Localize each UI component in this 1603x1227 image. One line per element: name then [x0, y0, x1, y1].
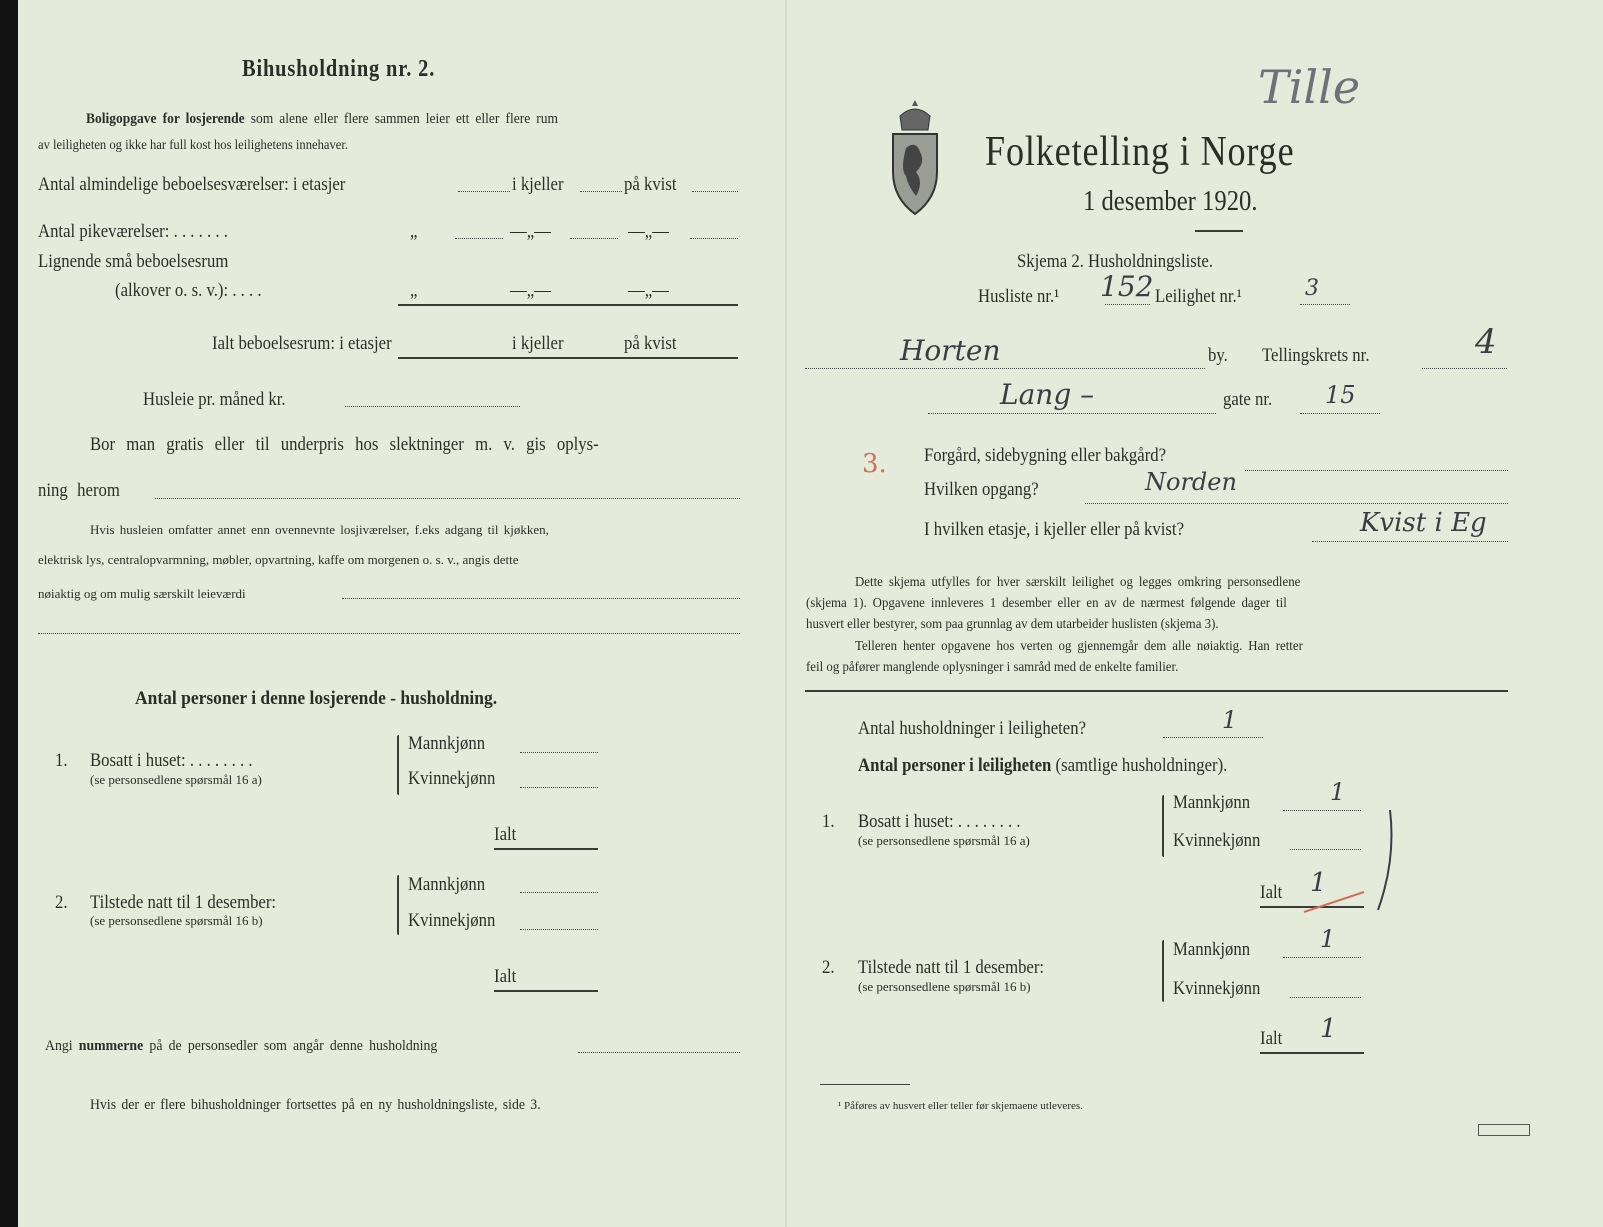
mann-label: Mannkjønn	[1173, 792, 1251, 813]
opgang-value[interactable]: Norden	[1145, 468, 1237, 496]
paa-kvist-label: på kvist	[624, 333, 677, 354]
gratis-line2: ning herom	[38, 480, 120, 501]
instructions-line: feil og påfører manglende oplysninger i samråd med de enkelte familier.	[806, 660, 1179, 675]
instructions-line: Dette skjema utfylles for hver særskilt leilighet og legges omkring personsedlene	[855, 575, 1301, 590]
printer-stamp	[1478, 1124, 1530, 1136]
persons-heading: Antal personer i denne losjerende - husholdning.	[135, 688, 498, 709]
q1-label: Bosatt i huset: . . . . . . . .	[90, 750, 253, 771]
by-label: by.	[1208, 345, 1228, 366]
gratis-line1: Bor man gratis eller til underpris hos slektninger m. v. gis oplys-	[90, 434, 599, 455]
i-kjeller-label: i kjeller	[512, 333, 564, 354]
ditto-mark: „	[410, 221, 418, 242]
red-annotation: 3.	[862, 449, 887, 479]
ditto-mark: —„—	[628, 221, 669, 242]
angi-rest: på de personsedler som angår denne husholdning	[149, 1038, 438, 1054]
kvinne-label: Kvinnekjønn	[408, 910, 496, 931]
paa-kvist-label: på kvist	[624, 174, 677, 195]
ditto-mark: —„—	[628, 280, 669, 301]
krets-value[interactable]: 4	[1475, 322, 1497, 362]
instructions-line: husvert eller bestyrer, som paa grunnlag av dem utarbeider huslisten (skjema 3).	[806, 617, 1219, 632]
q2-number: 2.	[55, 892, 68, 913]
angi-bold: nummerne	[78, 1038, 144, 1054]
alkover-label: (alkover o. s. v.): . . . .	[115, 280, 262, 301]
etasje-value[interactable]: Kvist i Eg	[1360, 508, 1487, 538]
ditto-mark: „	[410, 280, 418, 301]
q2-note: (se personsedlene spørsmål 16 b)	[90, 913, 263, 928]
ialt-label: Ialt	[494, 966, 517, 987]
q2-mann-value[interactable]: 1	[1320, 925, 1336, 953]
kvinne-label: Kvinnekjønn	[408, 768, 496, 789]
intro-line2: av leiligheten og ikke har full kost hos leilighetens innehaver.	[38, 138, 349, 153]
q2-label: Tilstede natt til 1 desember:	[90, 892, 277, 913]
ditto-mark: —„—	[510, 280, 551, 301]
households-value[interactable]: 1	[1222, 706, 1238, 734]
right-title: Folketelling i Norge	[985, 129, 1295, 175]
intro-rest: som alene eller flere sammen leier ett eller flere rum	[250, 111, 559, 127]
left-title: Bihusholdning nr. 2.	[242, 56, 436, 82]
ialt-label: Ialt	[1260, 882, 1283, 903]
q2-note: (se personsedlene spørsmål 16 b)	[858, 979, 1031, 994]
left-footer: Hvis der er flere bihusholdninger fortsettes på en ny husholdningsliste, side 3.	[90, 1097, 541, 1113]
leilighet-value[interactable]: 3	[1305, 276, 1319, 301]
krets-label: Tellingskrets nr.	[1262, 345, 1370, 366]
leilighet-label: Leilighet nr.¹	[1155, 286, 1242, 307]
gate-value[interactable]: Lang –	[1000, 378, 1095, 411]
scan-edge	[0, 0, 18, 1227]
persons-heading-bold: Antal personer i leiligheten	[858, 755, 1052, 776]
ditto-mark: —„—	[510, 221, 551, 242]
by-value[interactable]: Horten	[900, 334, 1001, 367]
q1-mann-value[interactable]: 1	[1330, 778, 1346, 806]
forgard-label: Forgård, sidebygning eller bakgård?	[924, 445, 1167, 466]
i-kjeller-label: i kjeller	[512, 174, 564, 195]
check-mark	[1294, 800, 1404, 920]
opgang-label: Hvilken opgang?	[924, 479, 1039, 500]
lignende-label: Lignende små beboelsesrum	[38, 251, 229, 272]
husleie-label: Husleie pr. måned kr.	[143, 389, 286, 410]
hvis-line1: Hvis husleien omfatter annet enn ovennevnte losjiværelser, f.eks adgang til kjøkken,	[90, 522, 549, 537]
handwritten-top: Tille	[1258, 60, 1361, 114]
persons-heading-rest: (samtlige husholdninger).	[1055, 755, 1228, 776]
intro-bold: Boligopgave for losjerende	[86, 111, 245, 127]
coat-of-arms-icon	[888, 98, 942, 216]
q2-ialt-value[interactable]: 1	[1320, 1014, 1337, 1044]
angi-pre: Angi	[45, 1038, 73, 1054]
pike-label: Antal pikeværelser: . . . . . . .	[38, 221, 228, 242]
rooms-label: Antal almindelige beboelsesværelser: i etasjer	[38, 174, 346, 195]
mann-label: Mannkjønn	[408, 733, 486, 754]
ialt-rooms-label: Ialt beboelsesrum: i etasjer	[212, 333, 392, 354]
husliste-label: Husliste nr.¹	[978, 286, 1060, 307]
q2-number: 2.	[822, 957, 835, 978]
instructions-line: (skjema 1). Opgavene innleveres 1 desember eller en av de nærmest følgende dager til	[806, 596, 1287, 611]
schema-label: Skjema 2. Husholdningsliste.	[1017, 251, 1214, 272]
instructions-line: Telleren henter opgavene hos verten og gjennemgår dem alle nøiaktig. Han retter	[855, 639, 1303, 654]
husliste-value[interactable]: 152	[1100, 270, 1154, 303]
kvinne-label: Kvinnekjønn	[1173, 978, 1261, 999]
footnote: ¹ Påføres av husvert eller teller før skjemaene utleveres.	[838, 1100, 1083, 1112]
census-date: 1 desember 1920.	[1083, 186, 1258, 217]
hvis-line3: nøiaktig og om mulig særskilt leieværdi	[38, 586, 246, 601]
gate-nr-value[interactable]: 15	[1325, 381, 1356, 409]
q1-number: 1.	[822, 811, 835, 832]
q1-ialt-value[interactable]: 1	[1310, 868, 1327, 898]
gate-label: gate nr.	[1223, 389, 1273, 410]
mann-label: Mannkjønn	[408, 874, 486, 895]
households-label: Antal husholdninger i leiligheten?	[858, 718, 1087, 739]
q1-label: Bosatt i huset: . . . . . . . .	[858, 811, 1021, 832]
footnote-rule	[820, 1084, 910, 1085]
q1-number: 1.	[55, 750, 68, 771]
ialt-label: Ialt	[494, 824, 517, 845]
page-fold	[785, 0, 787, 1227]
q2-label: Tilstede natt til 1 desember:	[858, 957, 1045, 978]
q1-note: (se personsedlene spørsmål 16 a)	[90, 772, 262, 787]
ialt-label: Ialt	[1260, 1028, 1283, 1049]
hvis-line2: elektrisk lys, centralopvarmning, møbler, opvartning, kaffe om morgenen o. s. v., angis dette	[38, 552, 519, 567]
mann-label: Mannkjønn	[1173, 939, 1251, 960]
q1-note: (se personsedlene spørsmål 16 a)	[858, 833, 1030, 848]
etasje-label: I hvilken etasje, i kjeller eller på kvist?	[924, 519, 1184, 540]
kvinne-label: Kvinnekjønn	[1173, 830, 1261, 851]
